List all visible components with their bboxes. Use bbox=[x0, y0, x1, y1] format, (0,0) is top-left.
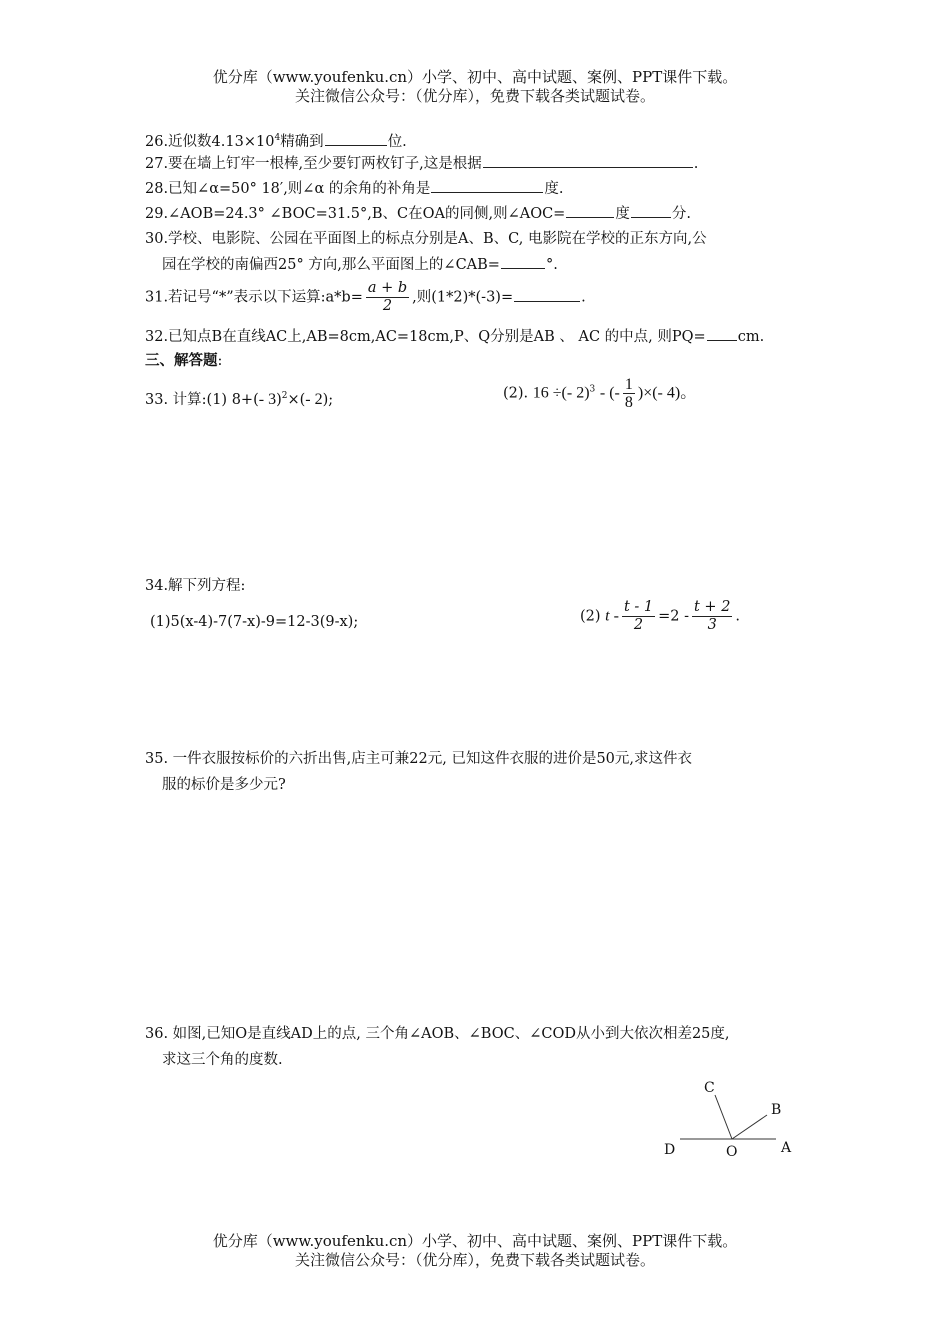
q31-text-b: ,则(1*2)*(-3)= bbox=[412, 289, 514, 306]
q29-text-b: 度 bbox=[615, 206, 630, 222]
q33-value: - 3 bbox=[258, 390, 277, 408]
q31-text: 31.若记号“*”表示以下运算:a*b= bbox=[145, 289, 363, 306]
ray-oc bbox=[715, 1095, 732, 1139]
section-colon: : bbox=[217, 353, 223, 369]
fraction bbox=[623, 376, 635, 411]
q33-paren: ) bbox=[276, 391, 282, 408]
q27-text-b: . bbox=[693, 156, 699, 172]
answer-blank bbox=[501, 254, 545, 269]
fraction-denominator: 2 bbox=[382, 298, 393, 314]
fraction-numerator: 1 bbox=[624, 376, 633, 393]
question-28 bbox=[145, 178, 563, 199]
q30-text-b: °. bbox=[545, 257, 558, 273]
label-d: D bbox=[664, 1142, 676, 1158]
q33-value-b: - 2 bbox=[305, 390, 323, 408]
fraction-numerator: t + 2 bbox=[694, 599, 731, 615]
header-line-2: 关注微信公众号：（优分库），免费下载各类试题试卷。 bbox=[294, 87, 655, 105]
q26-exponent: 4 bbox=[274, 133, 281, 143]
q27-text: 27.要在墙上钉牢一根棒,至少要钉两枚钉子,这是根据 bbox=[145, 156, 482, 172]
question-30-line-2 bbox=[162, 254, 558, 275]
label-c: C bbox=[704, 1080, 715, 1096]
q32-text: 32.已知点B在直线AC上,AB=8cm,AC=18cm,P、Q分别是AB 、 AC 的中点, 则PQ= bbox=[145, 329, 706, 345]
q33-exponent: 2 bbox=[281, 391, 288, 401]
label-a: A bbox=[781, 1140, 792, 1156]
question-29 bbox=[145, 203, 691, 224]
question-36-line-2: 求这三个角的度数. bbox=[162, 1052, 283, 1068]
q34-part-label: (2) bbox=[580, 608, 601, 625]
q33-part-label: (2). bbox=[503, 385, 529, 402]
answer-blank bbox=[483, 153, 693, 168]
fraction-numerator: t - 1 bbox=[623, 599, 654, 615]
question-34-part-1: (1)5(x-4)-7(7-x)-9=12-3(9-x); bbox=[150, 614, 359, 630]
answer-blank bbox=[514, 287, 580, 302]
question-35-line-1: 35. 一件衣服按标价的六折出售,店主可兼22元, 已知这件衣服的进价是50元,求这件衣 bbox=[145, 751, 693, 767]
answer-blank bbox=[631, 203, 671, 218]
fraction bbox=[692, 599, 732, 634]
fraction bbox=[366, 280, 409, 315]
q31-text-c: . bbox=[581, 289, 586, 306]
q28-text-b: 度. bbox=[544, 181, 564, 197]
q33-expression-b: - (- bbox=[599, 384, 620, 402]
question-34-part-2 bbox=[580, 599, 740, 634]
q33-end: ); bbox=[322, 391, 334, 408]
label-b: B bbox=[771, 1102, 782, 1118]
q34-end: . bbox=[735, 608, 741, 625]
question-33-part-2 bbox=[503, 376, 696, 411]
q32-text-b: cm. bbox=[737, 329, 765, 345]
fraction bbox=[622, 599, 655, 634]
q26-text: 26.近似数4.13×10 bbox=[145, 133, 275, 150]
q33-expression-c: )×(- 4)。 bbox=[637, 384, 697, 402]
question-27 bbox=[145, 153, 698, 174]
q34-equals: =2 - bbox=[658, 608, 689, 625]
angle-figure bbox=[650, 1070, 810, 1165]
q26-text-c: 位. bbox=[387, 133, 407, 150]
answer-blank bbox=[431, 178, 543, 193]
q29-text: 29.∠AOB=24.3° ∠BOC=31.5°,B、C在OA的同侧,则∠AOC= bbox=[145, 206, 566, 222]
answer-blank bbox=[707, 326, 737, 341]
fraction-denominator: 2 bbox=[633, 617, 644, 633]
question-36-line-1: 36. 如图,已知O是直线AD上的点, 三个角∠AOB、∠BOC、∠COD从小到大依次相差25度, bbox=[145, 1026, 730, 1042]
footer-line-1: 优分库（www.youfenku.cn）小学、初中、高中试题、案例、PPT课件下载。 bbox=[212, 1232, 738, 1250]
label-o: O bbox=[726, 1144, 738, 1160]
question-26 bbox=[145, 128, 407, 152]
question-32 bbox=[145, 326, 764, 347]
answer-blank bbox=[566, 203, 614, 218]
fraction-denominator: 8 bbox=[624, 394, 633, 411]
q28-text: 28.已知∠α=50° 18′,则∠α 的余角的补角是 bbox=[145, 181, 431, 197]
question-31 bbox=[145, 280, 586, 315]
question-35-line-2: 服的标价是多少元? bbox=[162, 777, 286, 793]
fraction-denominator: 3 bbox=[707, 617, 717, 633]
header-line-1: 优分库（www.youfenku.cn）小学、初中、高中试题、案例、PPT课件下载。 bbox=[212, 68, 738, 86]
q29-text-c: 分. bbox=[671, 206, 691, 222]
q30-text: 园在学校的南偏西25° 方向,那么平面图上的∠CAB= bbox=[162, 257, 500, 273]
q33-expression: 16 ÷(- 2) bbox=[532, 384, 590, 402]
q26-text-b: 精确到 bbox=[280, 133, 324, 150]
fraction-numerator: a + b bbox=[367, 280, 408, 296]
q33-exponent-b: 3 bbox=[589, 384, 596, 395]
ray-ob bbox=[732, 1115, 767, 1139]
q34-variable: t - bbox=[605, 607, 619, 625]
section-title: 三、解答题 bbox=[145, 352, 218, 369]
answer-blank bbox=[325, 131, 387, 146]
question-33-part-1 bbox=[145, 386, 333, 410]
footer-line-2: 关注微信公众号：（优分库），免费下载各类试题试卷。 bbox=[294, 1251, 655, 1269]
q33-times: ×( bbox=[287, 391, 306, 408]
question-30-line-1: 30.学校、电影院、公园在平面图上的标点分别是A、B、C, 电影院在学校的正东方向,公 bbox=[145, 231, 707, 247]
section-3-heading bbox=[145, 351, 222, 371]
q33-text: 33. 计算:(1) 8+( bbox=[145, 391, 259, 408]
question-34-title: 34.解下列方程: bbox=[145, 578, 246, 594]
